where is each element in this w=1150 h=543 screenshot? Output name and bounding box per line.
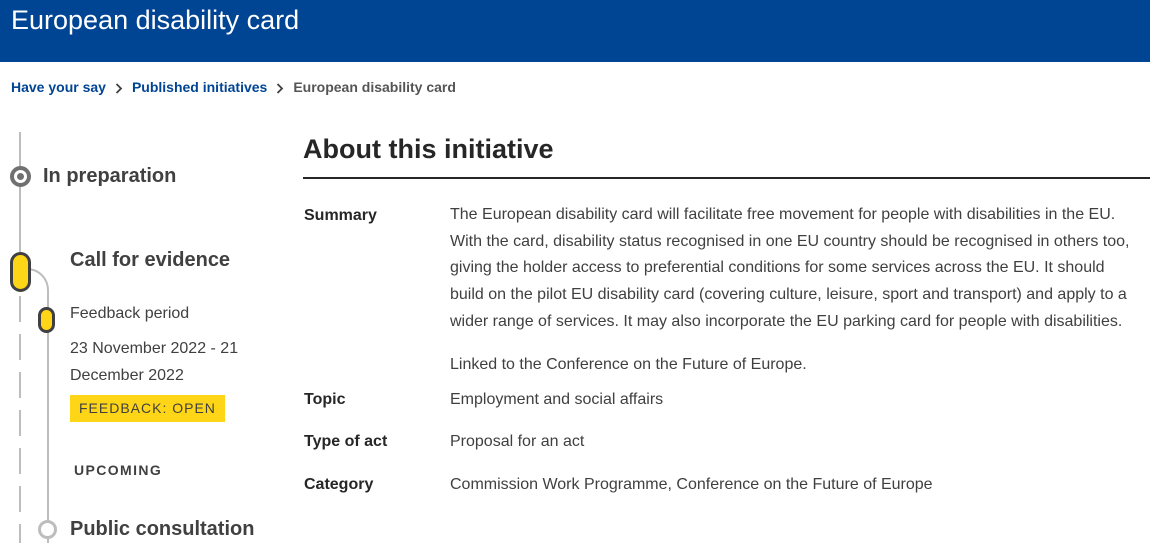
breadcrumb-link-published-initiatives[interactable]: Published initiatives [131, 79, 268, 95]
upcoming-label: UPCOMING [74, 462, 163, 478]
summary-label: Summary [304, 207, 377, 224]
feedback-status-badge: FEEDBACK: OPEN [70, 395, 225, 422]
page-header [0, 0, 1150, 62]
topic-label: Topic [304, 391, 346, 408]
category-label: Category [304, 476, 374, 493]
timeline-current-stage-icon [10, 252, 31, 292]
feedback-period-label: Feedback period [70, 305, 190, 322]
timeline-stage-call-for-evidence[interactable]: Call for evidence [70, 249, 231, 271]
timeline-line [19, 132, 21, 252]
timeline-stage-in-preparation: In preparation [43, 165, 177, 187]
breadcrumb [11, 78, 456, 96]
breadcrumb-link-have-your-say[interactable]: Have your say [11, 79, 106, 95]
type-of-act-value: Proposal for an act [450, 433, 585, 450]
chevron-right-icon [106, 79, 132, 95]
topic-value: Employment and social affairs [450, 391, 664, 408]
timeline-current-substage-icon [38, 307, 55, 333]
category-value: Commission Work Programme, Conference on the Future of Europe [450, 476, 933, 493]
breadcrumb-current: European disability card [293, 79, 456, 95]
page-header-title: European disability card [11, 5, 300, 35]
type-of-act-label: Type of act [304, 433, 388, 450]
summary-linked-note: Linked to the Conference on the Future of Europe. [450, 356, 807, 373]
feedback-period-dates: 23 November 2022 - 21 December 2022 [70, 340, 239, 384]
about-initiative-heading: About this initiative [303, 134, 554, 164]
heading-divider [303, 177, 1150, 179]
timeline-stage-public-consultation: Public consultation [70, 518, 255, 540]
chevron-right-icon [267, 79, 293, 95]
timeline-upcoming-dot-icon [38, 520, 57, 539]
summary-text: The European disability card will facilitate free movement for people with disabilities in the EU. With the card, disability status recognised in one EU country should be recognised in others too, giving the holder access to preferential conditions for some services across the EU. It should build on the pilot EU disability card (covering culture, leisure, sport and transport) and apply to a wider range of services. It may also incorporate the EU parking card for people with disabilities. [450, 206, 1130, 330]
timeline-completed-dot-icon [10, 166, 31, 187]
